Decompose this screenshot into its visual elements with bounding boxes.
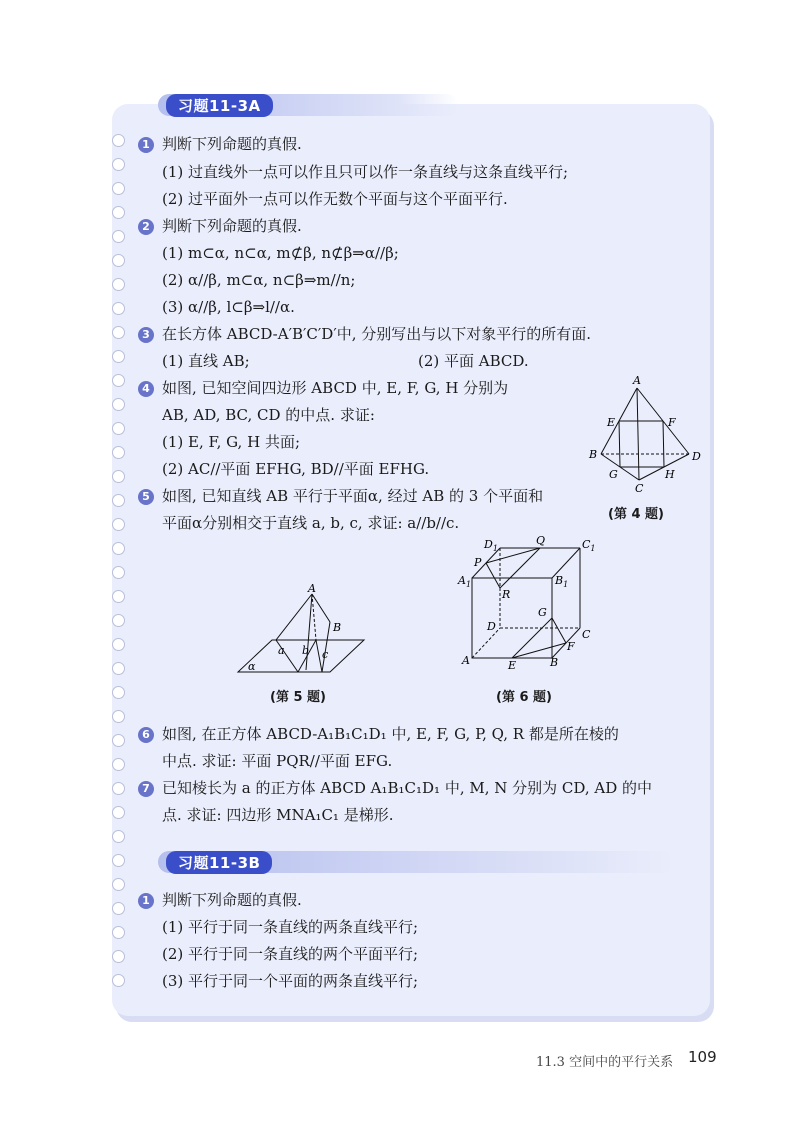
problem-3-stem: 3 在长方体 ABCD-A′B′C′D′中, 分别写出与以下对象平行的所有面.	[138, 324, 591, 344]
binder-ring	[112, 518, 125, 531]
fig6-label-A: A	[462, 654, 470, 667]
problem-5-stem: 5 如图, 已知直线 AB 平行于平面α, 经过 AB 的 3 个平面和	[138, 486, 543, 506]
problem-b1-stem: 1 判断下列命题的真假.	[138, 890, 302, 910]
binder-ring	[112, 638, 125, 651]
fig6-label-C: C	[582, 628, 591, 641]
binder-ring	[112, 734, 125, 747]
problem-4-stem-cont: AB, AD, BC, CD 的中点. 求证:	[162, 406, 375, 424]
binder-ring	[112, 398, 125, 411]
binder-ring	[112, 590, 125, 603]
figure-6-diagram	[454, 534, 604, 674]
fig6-label-D: D	[487, 620, 496, 633]
fig6-label-P: P	[474, 556, 482, 569]
binder-ring	[112, 878, 125, 891]
binder-ring	[112, 902, 125, 915]
problem-number: 7	[138, 781, 154, 797]
binder-ring	[112, 206, 125, 219]
exercise-a-banner	[158, 94, 458, 116]
problem-2-part-2: (2) α//β, m⊂α, n⊂β⇒m//n;	[162, 271, 356, 289]
page-number: 109	[688, 1048, 717, 1066]
binder-ring	[112, 854, 125, 867]
binder-ring	[112, 710, 125, 723]
problem-number: 4	[138, 381, 154, 397]
problem-6-stem-cont: 中点. 求证: 平面 PQR//平面 EFG.	[162, 752, 393, 770]
problem-7-stem: 7 已知棱长为 a 的正方体 ABCD A₁B₁C₁D₁ 中, M, N 分别为 CD, AD 的中	[138, 778, 652, 798]
binder-ring	[112, 302, 125, 315]
fig6-label-E: E	[508, 659, 517, 672]
binder-ring	[112, 950, 125, 963]
problem-b1-part-3: (3) 平行于同一个平面的两条直线平行;	[162, 972, 419, 990]
fig6-label-D1: $D_1$	[484, 538, 498, 553]
binder-ring	[112, 782, 125, 795]
binder-ring	[112, 326, 125, 339]
problem-number: 6	[138, 727, 154, 743]
problem-number: 3	[138, 327, 154, 343]
fig4-label-E: E	[607, 416, 616, 429]
binder-ring	[112, 134, 125, 147]
fig6-label-G: G	[538, 606, 547, 619]
problem-number: 1	[138, 893, 154, 909]
binder-ring	[112, 278, 125, 291]
problem-number: 2	[138, 219, 154, 235]
fig4-label-A: A	[633, 374, 641, 387]
figure-4-caption: (第 4 题)	[608, 507, 664, 522]
fig4-label-F: F	[668, 416, 676, 429]
binder-ring	[112, 446, 125, 459]
binder-ring	[112, 566, 125, 579]
binder-ring	[112, 422, 125, 435]
binder-ring	[112, 542, 125, 555]
fig4-label-H: H	[665, 468, 675, 481]
problem-4-part-1: (1) E, F, G, H 共面;	[162, 433, 300, 451]
exercise-card	[112, 104, 710, 1016]
fig5-label-b: b	[302, 644, 310, 657]
problem-number: 1	[138, 137, 154, 153]
binder-ring	[112, 470, 125, 483]
problem-2-part-3: (3) α//β, l⊂β⇒l//α.	[162, 298, 295, 316]
problem-2-part-1: (1) m⊂α, n⊂α, m⊄β, n⊄β⇒α//β;	[162, 244, 399, 262]
fig4-label-G: G	[609, 468, 618, 481]
problem-3-part-1: (1) 直线 AB;	[162, 352, 250, 370]
fig5-label-c: c	[322, 648, 329, 661]
binder-ring	[112, 614, 125, 627]
problem-4-stem: 4 如图, 已知空间四边形 ABCD 中, E, F, G, H 分别为	[138, 378, 508, 398]
fig5-label-B: B	[333, 621, 342, 634]
figure-6-caption: (第 6 题)	[496, 690, 552, 705]
problem-number: 5	[138, 489, 154, 505]
fig6-label-C1: $C_1$	[582, 538, 596, 553]
binder-ring	[112, 662, 125, 675]
binder-ring	[112, 230, 125, 243]
fig6-label-A1: $A_1$	[458, 574, 472, 589]
exercise-b-banner	[158, 851, 674, 873]
fig6-label-B1: $B_1$	[555, 574, 569, 589]
problem-5-stem-cont: 平面α分别相交于直线 a, b, c, 求证: a//b//c.	[162, 514, 460, 532]
figure-4-diagram	[585, 372, 705, 500]
figure-5-caption: (第 5 题)	[270, 690, 326, 705]
binder-ring	[112, 806, 125, 819]
exercise-b-tag: 习题11-3B	[166, 851, 272, 874]
figure-5-diagram	[232, 582, 372, 678]
binder-ring	[112, 494, 125, 507]
binder-ring	[112, 158, 125, 171]
binder-ring	[112, 254, 125, 267]
fig6-label-F: F	[567, 640, 575, 653]
section-footer: 11.3 空间中的平行关系	[536, 1055, 674, 1070]
problem-b1-part-1: (1) 平行于同一条直线的两条直线平行;	[162, 918, 419, 936]
fig4-label-D: D	[692, 450, 701, 463]
binder-ring	[112, 974, 125, 987]
fig4-label-B: B	[589, 448, 598, 461]
problem-4-part-2: (2) AC//平面 EFHG, BD//平面 EFHG.	[162, 460, 430, 478]
fig4-label-C: C	[635, 482, 644, 495]
problem-6-stem: 6 如图, 在正方体 ABCD-A₁B₁C₁D₁ 中, E, F, G, P, Q, R 都是所在棱的	[138, 724, 619, 744]
fig5-label-alpha: α	[248, 660, 256, 673]
exercise-a-tag: 习题11-3A	[166, 94, 273, 117]
problem-1-stem: 1 判断下列命题的真假.	[138, 134, 302, 154]
problem-1-part-1: (1) 过直线外一点可以作且只可以作一条直线与这条直线平行;	[162, 163, 569, 181]
fig5-label-a: a	[278, 644, 285, 657]
binder-ring	[112, 182, 125, 195]
binder-ring	[112, 374, 125, 387]
problem-1-part-2: (2) 过平面外一点可以作无数个平面与这个平面平行.	[162, 190, 508, 208]
problem-3-part-2: (2) 平面 ABCD.	[418, 352, 529, 370]
binder-ring	[112, 926, 125, 939]
binder-ring	[112, 686, 125, 699]
fig5-label-A: A	[308, 582, 316, 595]
fig6-label-B: B	[550, 656, 559, 669]
problem-2-stem: 2 判断下列命题的真假.	[138, 216, 302, 236]
fig6-label-Q: Q	[536, 534, 546, 547]
binder-ring	[112, 758, 125, 771]
problem-7-stem-cont: 点. 求证: 四边形 MNA₁C₁ 是梯形.	[162, 806, 394, 824]
binder-ring	[112, 350, 125, 363]
binder-ring	[112, 830, 125, 843]
fig6-label-R: R	[502, 588, 511, 601]
problem-b1-part-2: (2) 平行于同一条直线的两个平面平行;	[162, 945, 419, 963]
